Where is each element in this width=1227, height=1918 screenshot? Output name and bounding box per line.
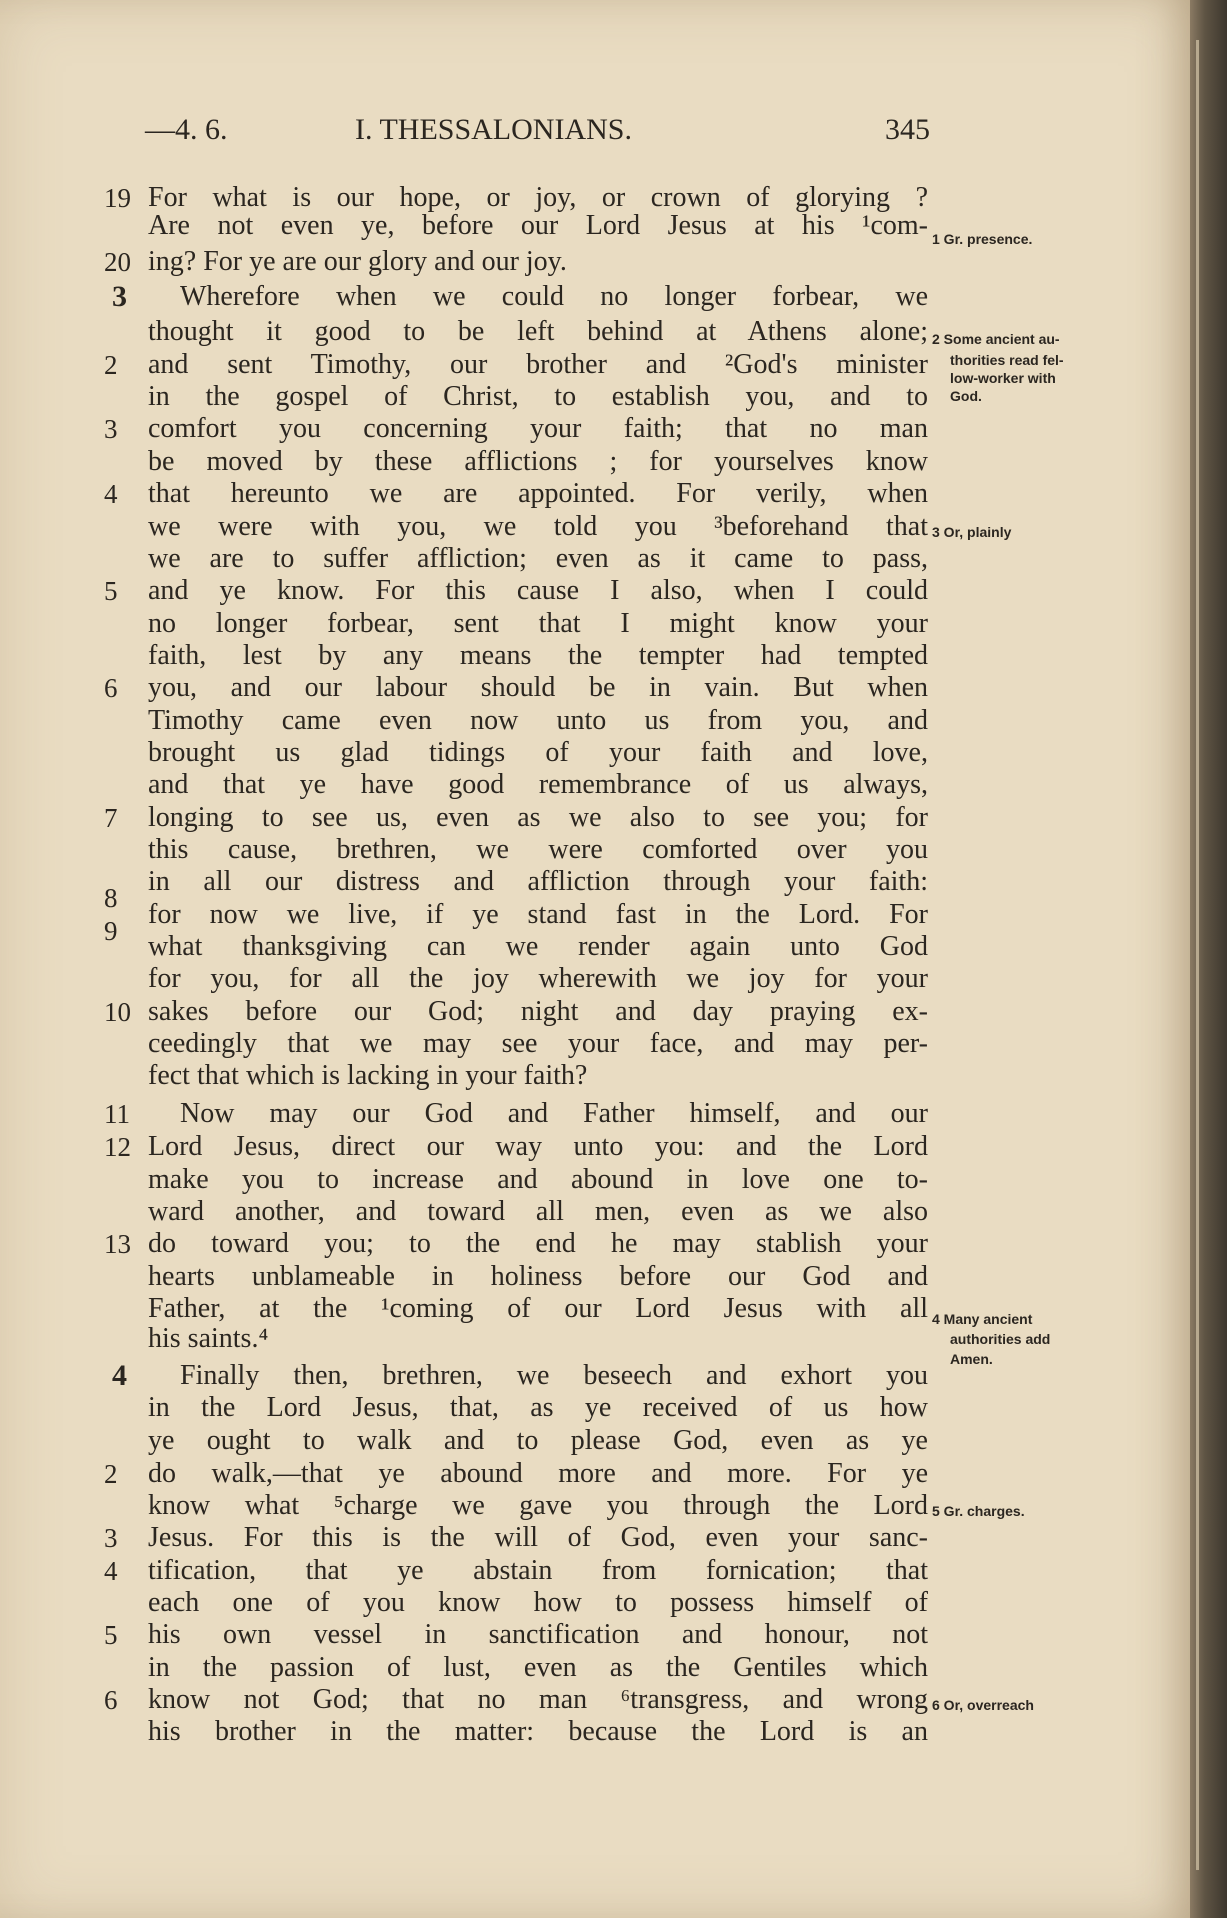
text-line: in the Lord Jesus, that, as ye received of us how [148, 1392, 928, 1423]
margin-note: God. [950, 388, 982, 404]
text-line: tification, that ye abstain from fornication; that [148, 1555, 928, 1586]
text-line: faith, lest by any means the tempter had tempted [148, 640, 928, 671]
verse-number: 11 [104, 1099, 130, 1129]
text-line: that hereunto we are appointed. For verily, when [148, 478, 928, 509]
text-line: brought us glad tidings of your faith and love, [148, 737, 928, 768]
text-line: hearts unblameable in holiness before our God and [148, 1261, 928, 1292]
text-line: no longer forbear, sent that I might know your [148, 608, 928, 639]
text-line: Jesus. For this is the will of God, even your sanc- [148, 1522, 928, 1553]
text-line: this cause, brethren, we were comforted over you [148, 834, 928, 865]
margin-note: 4 Many ancient [932, 1311, 1033, 1327]
verse-number: 19 [104, 183, 131, 213]
chapter-verse-range: —4. 6. [145, 113, 228, 146]
verse-number: 5 [104, 576, 118, 606]
text-line: fect that which is lacking in your faith? [148, 1060, 588, 1091]
verse-number: 4 [104, 479, 118, 509]
text-line: ye ought to walk and to please God, even as ye [148, 1425, 928, 1456]
verse-number: 3 [104, 414, 118, 444]
text-line: his brother in the matter: because the Lord is an [148, 1716, 928, 1747]
text-line: Finally then, brethren, we beseech and exhort you [180, 1360, 928, 1391]
text-line: Father, at the ¹coming of our Lord Jesus with all [148, 1293, 928, 1324]
text-line: ing? For ye are our glory and our joy. [148, 246, 567, 277]
text-line: know what ⁵charge we gave you through the Lord [148, 1490, 928, 1521]
verse-number: 2 [104, 350, 118, 380]
verse-number: 3 [104, 1523, 118, 1553]
verse-number: 2 [104, 1459, 118, 1489]
text-line: for you, for all the joy wherewith we joy for your [148, 963, 928, 994]
book-title: I. THESSALONIANS. [355, 113, 632, 146]
text-line: in all our distress and affliction through your faith: [148, 866, 928, 897]
margin-note: authorities add [950, 1331, 1051, 1347]
text-line: make you to increase and abound in love one to- [148, 1164, 928, 1195]
edge-rule [1196, 40, 1199, 1870]
margin-note: 2 Some ancient au- [932, 331, 1060, 347]
text-line: his own vessel in sanctification and honour, not [148, 1619, 928, 1650]
text-line: we were with you, we told you ³beforehand that [148, 511, 928, 542]
text-line: do toward you; to the end he may stablish your [148, 1228, 928, 1259]
text-line: be moved by these afflictions ; for yourselves know [148, 446, 928, 477]
text-line: ward another, and toward all men, even as we also [148, 1196, 928, 1227]
text-line: each one of you know how to possess himself of [148, 1587, 928, 1618]
text-line: what thanksgiving can we render again unto God [148, 931, 928, 962]
verse-number: 6 [104, 1685, 118, 1715]
text-line: and sent Timothy, our brother and ²God's minister [148, 349, 928, 380]
text-line: you, and our labour should be in vain. But when [148, 672, 928, 703]
text-line: in the gospel of Christ, to establish you, and to [148, 381, 928, 412]
text-line: Now may our God and Father himself, and our [180, 1098, 928, 1129]
text-line: thought it good to be left behind at Athens alone; [148, 316, 928, 347]
text-line: comfort you concerning your faith; that no man [148, 413, 928, 444]
text-line: ceedingly that we may see your face, and may per- [148, 1028, 928, 1059]
text-line: his saints.⁴ [148, 1323, 269, 1354]
margin-note: Amen. [950, 1351, 993, 1367]
margin-note: 6 Or, overreach [932, 1697, 1034, 1713]
text-line: for now we live, if ye stand fast in the Lord. For [148, 899, 928, 930]
margin-note: 1 Gr. presence. [932, 231, 1033, 247]
verse-number: 13 [104, 1229, 131, 1259]
verse-number: 4 [104, 1556, 118, 1586]
page-edge [1190, 0, 1227, 1918]
verse-number: 8 [104, 883, 118, 913]
text-line: Wherefore when we could no longer forbear, we [180, 281, 928, 312]
verse-number: 10 [104, 997, 131, 1027]
margin-note: 3 Or, plainly [932, 524, 1012, 540]
margin-note: low-worker with [950, 370, 1056, 386]
text-line: we are to suffer affliction; even as it came to pass, [148, 543, 928, 574]
margin-note: 5 Gr. charges. [932, 1503, 1025, 1519]
verse-number: 9 [104, 916, 118, 946]
text-line: in the passion of lust, even as the Gentiles which [148, 1652, 928, 1683]
text-line: and that ye have good remembrance of us always, [148, 769, 928, 800]
text-line: Timothy came even now unto us from you, and [148, 705, 928, 736]
text-line: longing to see us, even as we also to see you; for [148, 802, 928, 833]
text-line: and ye know. For this cause I also, when I could [148, 575, 928, 606]
text-line: know not God; that no man ⁶transgress, and wrong [148, 1684, 928, 1715]
verse-number: 20 [104, 247, 131, 277]
verse-number: 7 [104, 803, 118, 833]
chapter-number: 4 [112, 1359, 127, 1392]
text-line: sakes before our God; night and day praying ex- [148, 996, 928, 1027]
text-line: Are not even ye, before our Lord Jesus at his ¹com- [148, 210, 928, 241]
running-header [145, 113, 930, 153]
verse-number: 6 [104, 673, 118, 703]
page-number: 345 [885, 113, 930, 146]
text-line: For what is our hope, or joy, or crown of glorying ? [148, 182, 928, 213]
chapter-number: 3 [112, 280, 127, 313]
text-line: Lord Jesus, direct our way unto you: and the Lord [148, 1131, 928, 1162]
verse-number: 12 [104, 1132, 131, 1162]
verse-number: 5 [104, 1620, 118, 1650]
text-line: do walk,—that ye abound more and more. For ye [148, 1458, 928, 1489]
margin-note: thorities read fel- [950, 352, 1064, 368]
